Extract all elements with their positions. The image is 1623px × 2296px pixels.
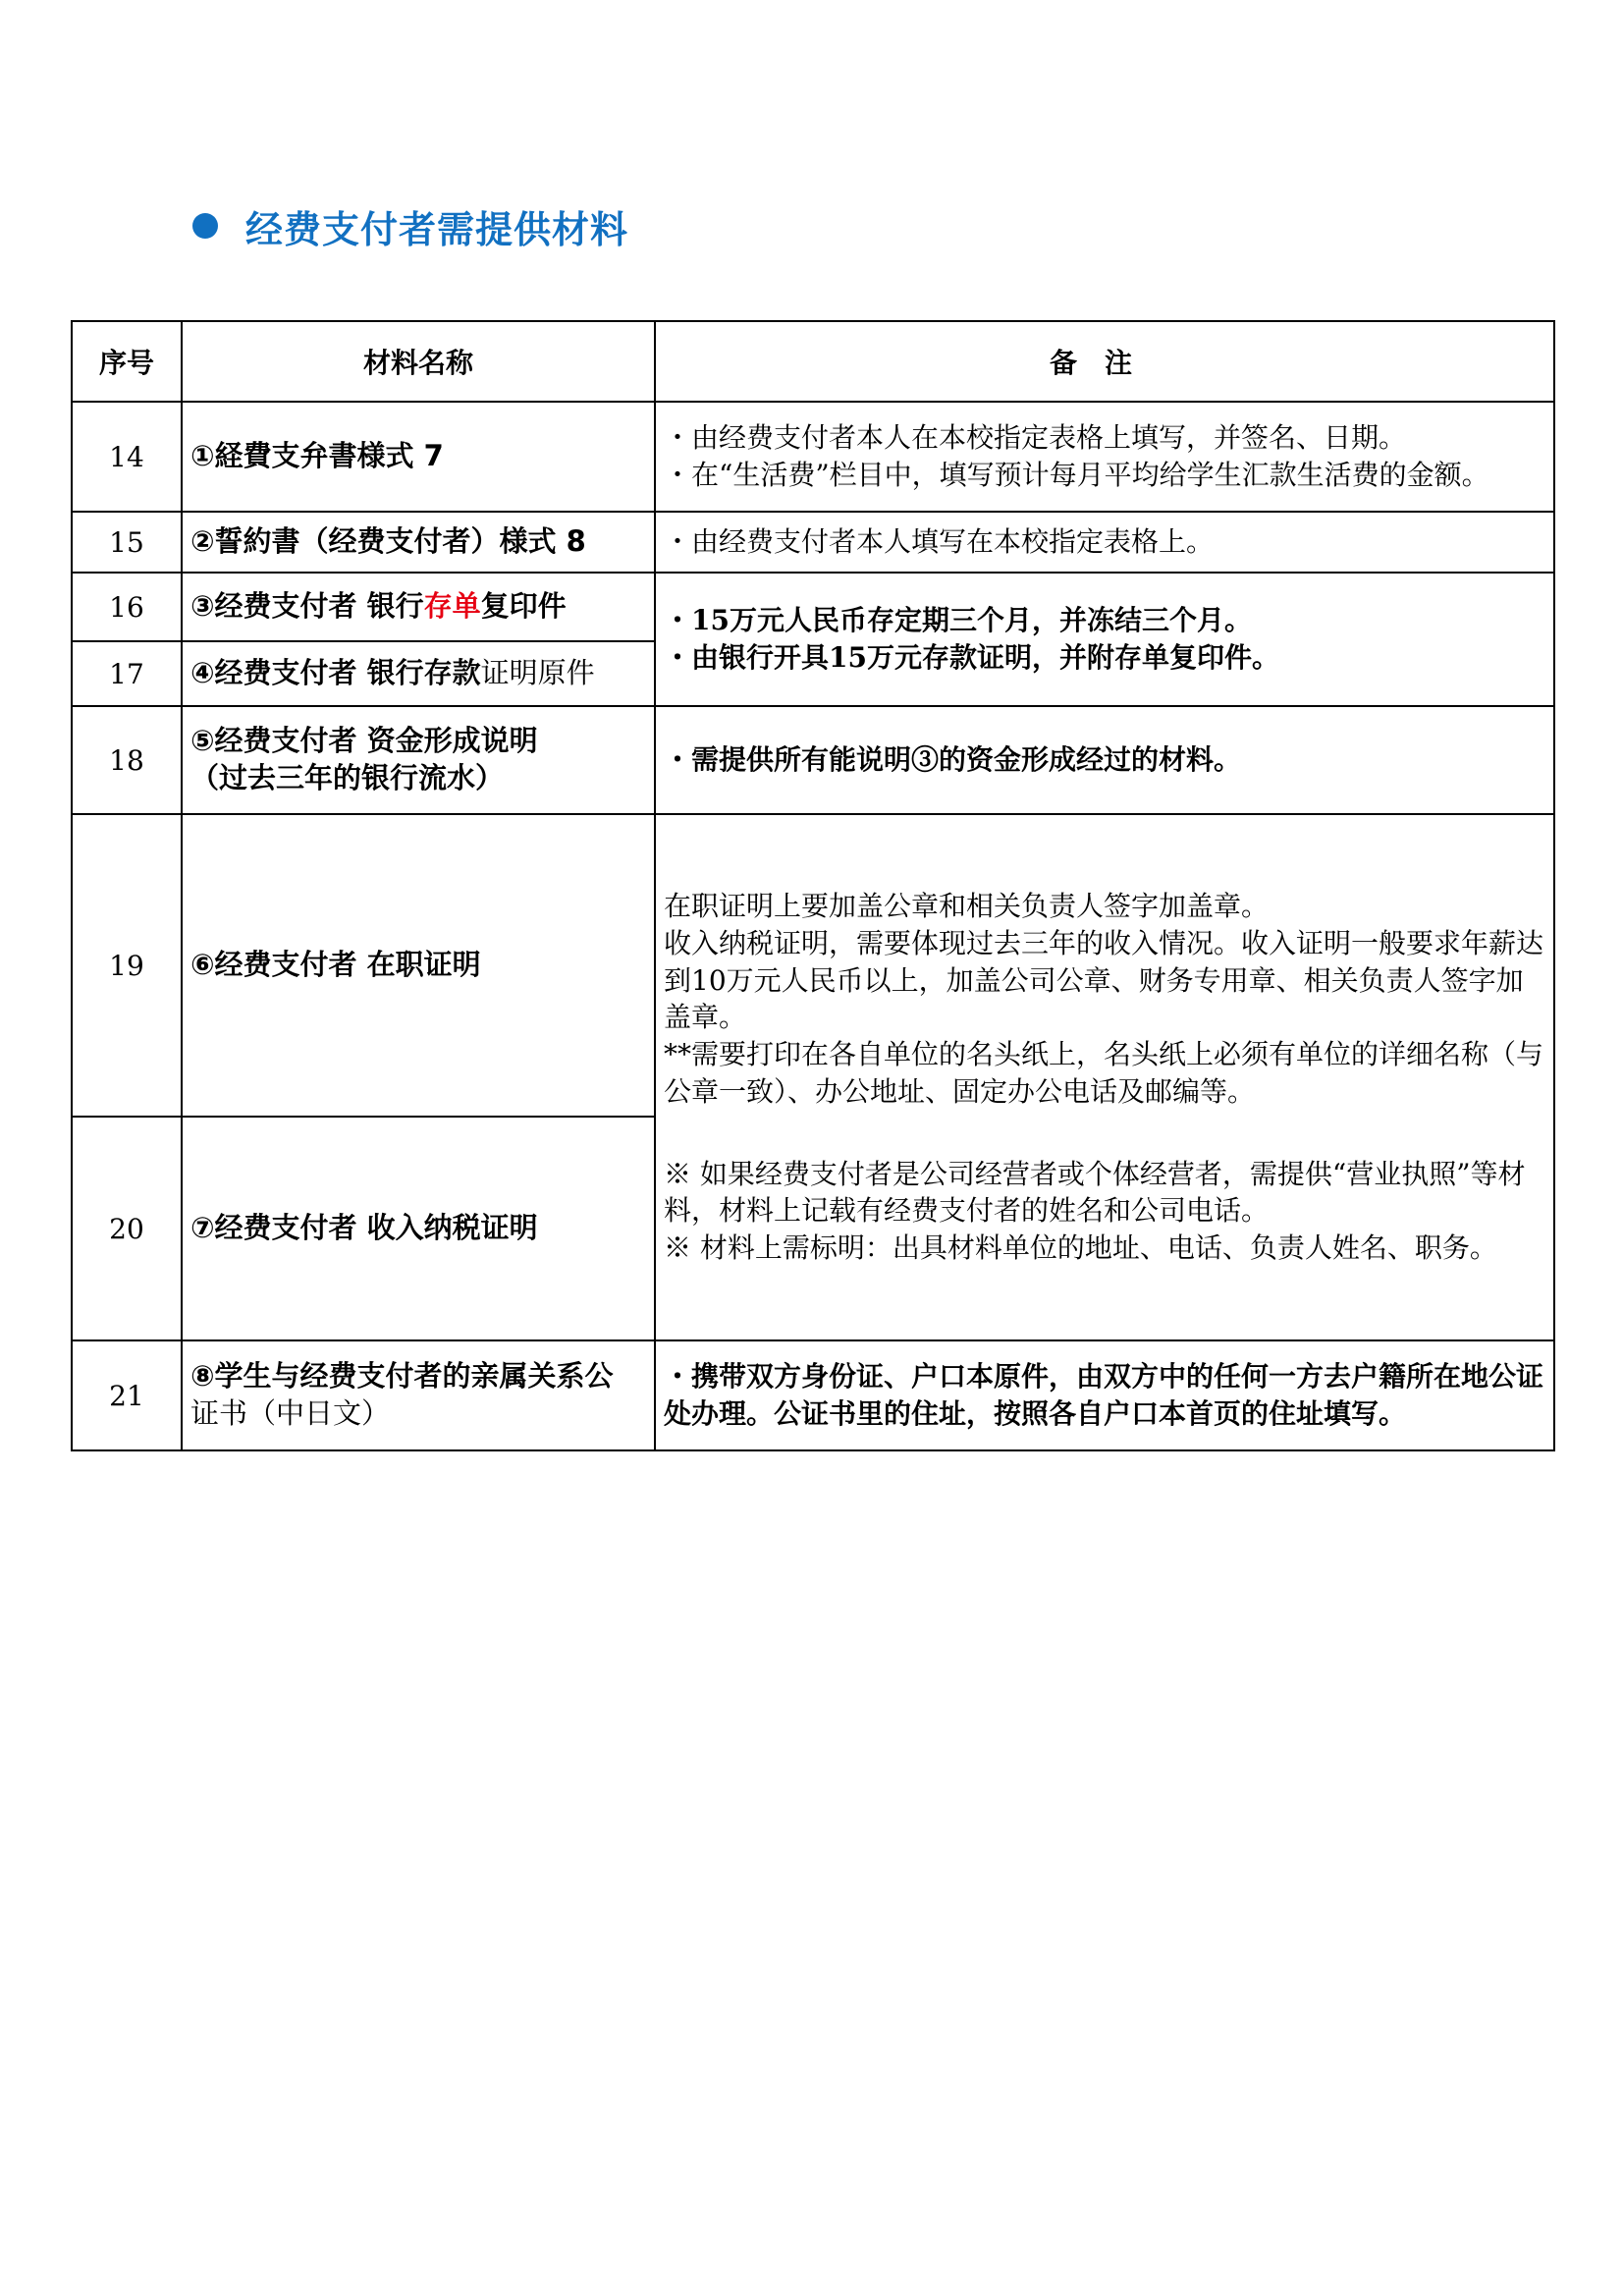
- row-note: [655, 512, 1554, 573]
- row-seq: 20: [72, 1117, 182, 1340]
- materials-table: [71, 320, 1555, 1451]
- name-part: 复印件: [480, 589, 567, 624]
- note-line: ※ 如果经费支付者是公司经营者或个体经营者，需提供“营业执照”等材料，材料上记载有经费支付者的姓名和公司电话。: [664, 1157, 1526, 1228]
- note-line: ・在“生活费”栏目中，填写预计每月平均给学生汇款生活费的金额。: [664, 459, 1489, 491]
- table-row: [72, 706, 1554, 814]
- row-name: ⑥经费支付者 在职证明: [182, 814, 655, 1117]
- note-line: 在职证明上要加盖公章和相关负责人签字加盖章。: [664, 889, 1270, 922]
- row-name: [182, 573, 655, 641]
- table-row: [72, 402, 1554, 512]
- row-seq: 18: [72, 706, 182, 814]
- row-note-merged: [655, 573, 1554, 706]
- bullet-dot-icon: [192, 213, 218, 239]
- name-part: ④经费支付者 银行存款: [190, 656, 481, 690]
- row-note: [655, 1340, 1554, 1450]
- row-note-merged: [655, 814, 1554, 1340]
- table-row: [72, 512, 1554, 573]
- section-heading: [192, 196, 628, 255]
- note-line: ※ 材料上需标明：出具材料单位的地址、电话、负责人姓名、职务。: [664, 1231, 1497, 1265]
- note-line: ・由经费支付者本人在本校指定表格上填写，并签名、日期。: [664, 421, 1407, 455]
- row-seq: 15: [72, 512, 182, 573]
- note-line: 收入纳税证明，需要体现过去三年的收入情况。收入证明一般要求年薪达到10万元人民币以上，加盖公司公章、财务专用章、相关负责人签字加盖章。: [664, 926, 1544, 1034]
- row-seq: 21: [72, 1340, 182, 1450]
- row-note: [655, 706, 1554, 814]
- header-note: 备注: [655, 321, 1554, 402]
- row-note: [655, 402, 1554, 512]
- table-header-row: [72, 321, 1554, 402]
- name-line: ⑧学生与经费支付者的亲属关系公: [190, 1359, 614, 1394]
- row-name: ②誓約書（经费支付者）様式 8: [182, 512, 655, 573]
- table-row: [72, 573, 1554, 641]
- row-name: ①経費支弁書様式 7: [182, 402, 655, 512]
- name-line: ⑤经费支付者 资金形成说明: [190, 724, 538, 758]
- section-title: 经费支付者需提供材料: [245, 207, 629, 251]
- note-line: ・由经费支付者本人填写在本校指定表格上。: [664, 525, 1215, 559]
- note-line: ・由银行开具15万元存款证明，并附存单复印件。: [664, 641, 1279, 674]
- name-highlight: 存单: [423, 589, 481, 624]
- table-row: [72, 1340, 1554, 1450]
- note-spacer: [664, 1111, 1545, 1156]
- row-seq: 14: [72, 402, 182, 512]
- name-line: （过去三年的银行流水）: [190, 761, 505, 794]
- table-row: [72, 814, 1554, 1117]
- header-seq: 序号: [72, 321, 182, 402]
- header-name: 材料名称: [182, 321, 655, 402]
- note-line: **需要打印在各自单位的名头纸上，名头纸上必须有单位的详细名称（与公章一致）、办公地址、固定办公电话及邮编等。: [664, 1038, 1544, 1108]
- row-name: [182, 641, 655, 706]
- row-seq: 19: [72, 814, 182, 1117]
- note-line: ・15万元人民币存定期三个月，并冻结三个月。: [664, 604, 1252, 637]
- row-seq: 17: [72, 641, 182, 706]
- name-line: 证书（中日文）: [190, 1396, 391, 1430]
- note-line: ・携带双方身份证、户口本原件，由双方中的任何一方去户籍所在地公证处办理。公证书里的住址，按照各自户口本首页的住址填写。: [664, 1360, 1544, 1430]
- note-line: ・需提供所有能说明③的资金形成经过的材料。: [664, 743, 1242, 777]
- row-name: [182, 706, 655, 814]
- name-part: ③经费支付者 银行: [190, 589, 424, 624]
- row-name: ⑦经费支付者 收入纳税证明: [182, 1117, 655, 1340]
- row-name: [182, 1340, 655, 1450]
- row-seq: 16: [72, 573, 182, 641]
- name-part: 证明原件: [480, 656, 595, 690]
